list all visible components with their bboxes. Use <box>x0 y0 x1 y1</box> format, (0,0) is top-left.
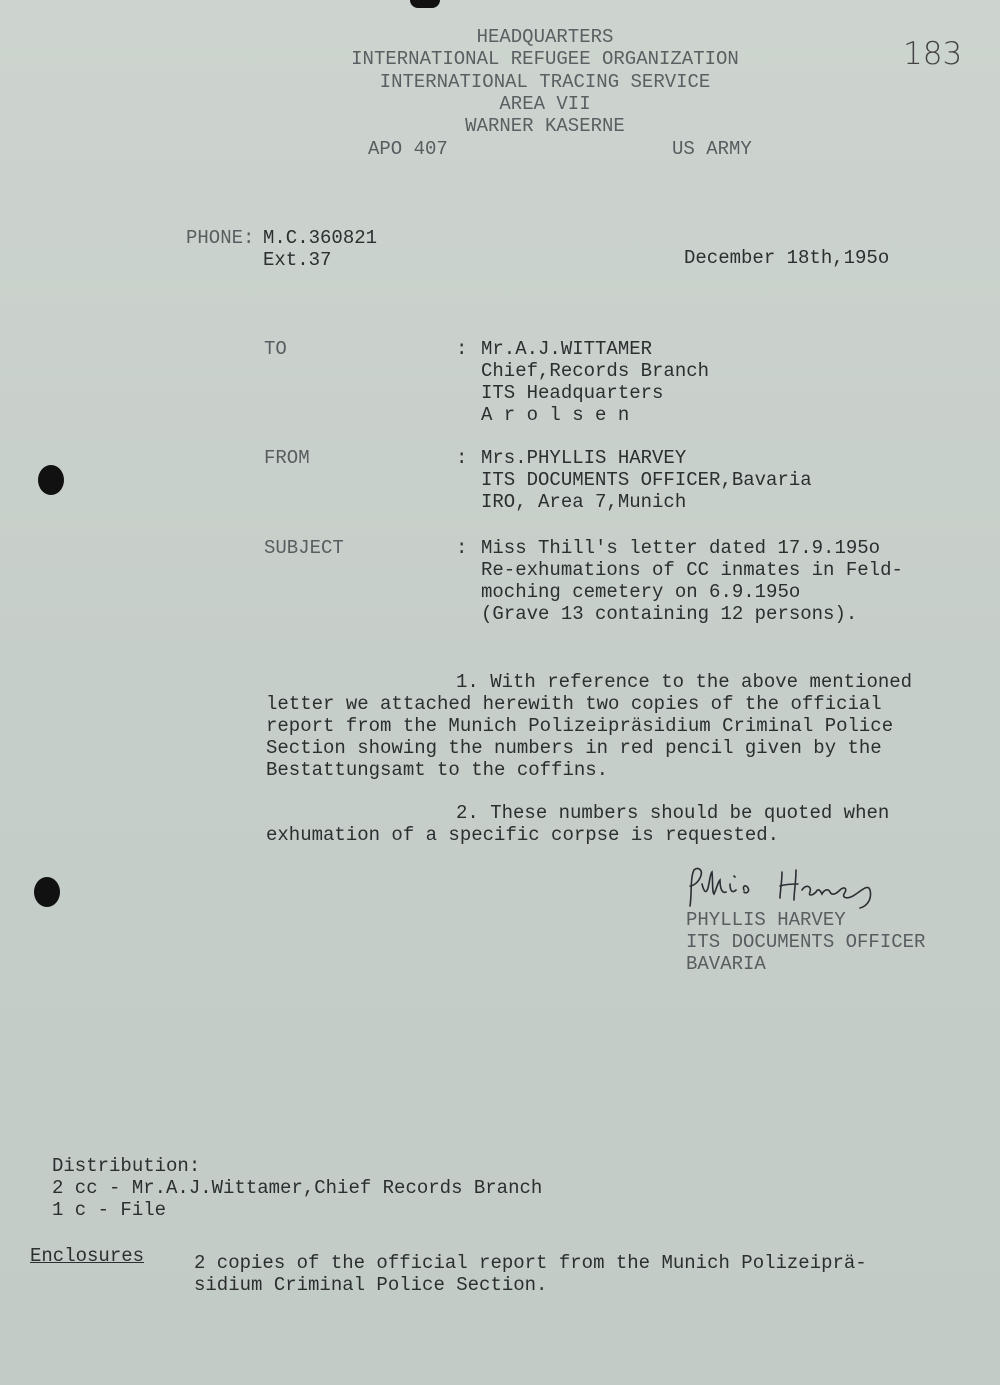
body-line: exhumation of a specific corpse is requested. <box>266 824 780 846</box>
from-address <box>481 447 812 513</box>
subject-line: Miss Thill's letter dated 17.9.195o <box>481 537 881 559</box>
to-line: A r o l s e n <box>481 404 630 426</box>
from-line: IRO, Area 7,Munich <box>481 491 687 513</box>
letter-date: December 18th,195o <box>684 247 890 269</box>
phone-number: M.C.360821 <box>263 227 378 249</box>
phone-label: PHONE: <box>186 227 255 249</box>
body-line: letter we attached herewith two copies of the official <box>266 693 882 715</box>
subject-text <box>481 537 903 625</box>
signature-block <box>686 909 925 975</box>
signature-region: BAVARIA <box>686 953 766 975</box>
enclosures-line: sidium Criminal Police Section. <box>194 1274 548 1296</box>
from-label: FROM <box>264 447 310 469</box>
subject-line: moching cemetery on 6.9.195o <box>481 581 801 603</box>
subject-label: SUBJECT <box>264 537 344 559</box>
body-line: report from the Munich Polizeipräsidium Criminal Police <box>266 715 894 737</box>
header-apo: APO 407 <box>368 138 448 160</box>
punch-hole <box>34 877 60 907</box>
to-address <box>481 338 709 426</box>
distribution-label: Distribution: <box>52 1155 201 1177</box>
to-line: ITS Headquarters <box>481 382 664 404</box>
body-paragraph-2 <box>266 802 889 846</box>
from-line: Mrs.PHYLLIS HARVEY <box>481 447 687 469</box>
to-line: Mr.A.J.WITTAMER <box>481 338 653 360</box>
from-colon: : <box>456 447 468 469</box>
signature-title: ITS DOCUMENTS OFFICER <box>686 931 926 953</box>
signature-name: PHYLLIS HARVEY <box>686 909 846 931</box>
to-colon: : <box>456 338 468 360</box>
body-line: Bestattungsamt to the coffins. <box>266 759 609 781</box>
from-line: ITS DOCUMENTS OFFICER,Bavaria <box>481 469 812 491</box>
page-number: 183 <box>903 36 963 72</box>
subject-line: Re-exhumations of CC inmates in Feld- <box>481 559 903 581</box>
phone-ext: Ext.37 <box>263 249 332 271</box>
punch-hole <box>38 465 64 495</box>
distribution-line: 1 c - File <box>52 1199 167 1221</box>
subject-colon: : <box>456 537 468 559</box>
header-army: US ARMY <box>672 138 752 160</box>
distribution-line: 2 cc - Mr.A.J.Wittamer,Chief Records Branch <box>52 1177 543 1199</box>
body-line: 1. With reference to the above mentioned <box>456 671 913 693</box>
header-line-3: INTERNATIONAL TRACING SERVICE <box>379 71 711 93</box>
to-label: TO <box>264 338 287 360</box>
body-line: 2. These numbers should be quoted when <box>456 802 890 824</box>
header-line-5: WARNER KASERNE <box>465 115 625 137</box>
header-line-4: AREA VII <box>499 93 591 115</box>
enclosures-line: 2 copies of the official report from the Munich Polizeiprä- <box>194 1252 867 1274</box>
header-line-1: HEADQUARTERS <box>476 26 614 48</box>
distribution-block <box>52 1155 542 1221</box>
header-line-2: INTERNATIONAL REFUGEE ORGANIZATION <box>351 48 739 70</box>
top-punch-mark <box>410 0 440 8</box>
body-line: Section showing the numbers in red pencil given by the <box>266 737 882 759</box>
subject-line: (Grave 13 containing 12 persons). <box>481 603 858 625</box>
enclosures-text <box>194 1252 867 1296</box>
enclosures-label: Enclosures <box>30 1245 145 1267</box>
to-line: Chief,Records Branch <box>481 360 710 382</box>
body-paragraph-1 <box>266 671 912 781</box>
